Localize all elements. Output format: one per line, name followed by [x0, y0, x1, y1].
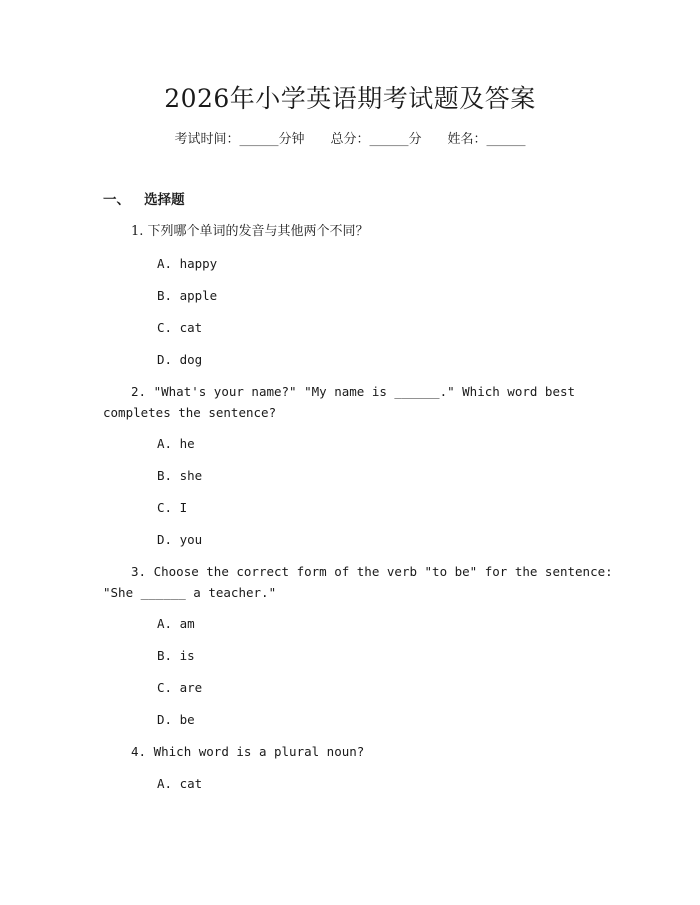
option-2d: D. you	[157, 532, 203, 547]
option-2a: A. he	[157, 436, 195, 451]
question-text: "What's your name?" "My name is ______." Which word best	[153, 384, 576, 399]
section-number: 一、	[103, 192, 130, 208]
option-1b: B. apple	[157, 288, 218, 303]
option-1a: A. happy	[157, 256, 218, 271]
option-3c: C. are	[157, 680, 203, 695]
section-title: 选择题	[144, 192, 185, 208]
question-3-continued: "She ______ a teacher."	[103, 585, 277, 600]
exam-time-label: 考试时间：	[174, 132, 240, 147]
option-3a: A. am	[157, 616, 195, 631]
question-text: Choose the correct form of the verb "to be" for the sentence:	[153, 564, 613, 579]
total-score-unit: 分	[408, 132, 422, 147]
exam-time-blank: ______	[239, 132, 279, 147]
student-name-label: 姓名：	[447, 132, 487, 147]
question-number: 3.	[131, 564, 147, 579]
exam-time-unit: 分钟	[278, 132, 305, 147]
option-1d: D. dog	[157, 352, 203, 367]
exam-meta-line	[0, 131, 700, 149]
option-2b: B. she	[157, 468, 203, 483]
option-1c: C. cat	[157, 320, 203, 335]
total-score-label: 总分：	[330, 132, 370, 147]
question-number: 4.	[131, 744, 147, 759]
option-3d: D. be	[157, 712, 195, 727]
question-4	[131, 742, 364, 762]
option-4a: A. cat	[157, 776, 203, 791]
page-title: 2026年小学英语期考试题及答案	[164, 84, 536, 113]
total-score-blank: ______	[369, 132, 409, 147]
student-name-blank: ______	[486, 132, 526, 147]
question-text: 下列哪个单词的发音与其他两个不同？	[147, 224, 369, 239]
question-text: Which word is a plural noun?	[153, 744, 365, 759]
section-heading	[103, 191, 185, 209]
question-2-continued: completes the sentence?	[103, 405, 277, 420]
option-2c: C. I	[157, 500, 188, 515]
question-1	[131, 222, 369, 242]
question-number: 2.	[131, 384, 147, 399]
question-number: 1.	[131, 224, 144, 239]
question-3	[131, 562, 613, 582]
option-3b: B. is	[157, 648, 195, 663]
question-2	[131, 382, 575, 402]
